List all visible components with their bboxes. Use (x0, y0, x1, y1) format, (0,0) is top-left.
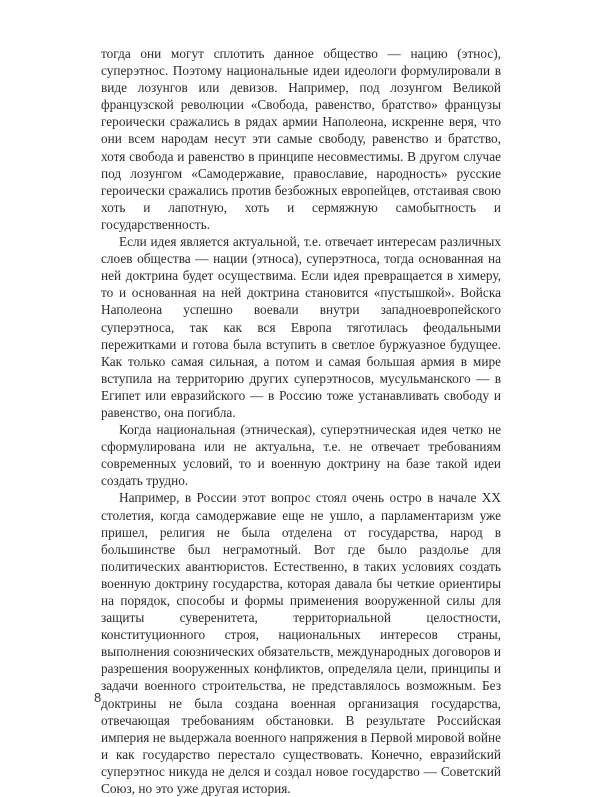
body-text (101, 45, 501, 797)
paragraph-national-idea: Когда национальная (этническая), суперэтническая идея четко не сформулирована или не актуальна, т.е. не отвечает требованиям современных условий, то и военную доктрину на базе такой идеи создать трудно. (101, 422, 501, 489)
page-number: 8 (94, 690, 102, 705)
paragraph-continuation: тогда они могут сплотить данное общество — нацию (этнос), суперэтнос. Поэтому национальные идеи идеологи формулировали в виде лозунгов или девизов. Например, под лозунгом Великой французской революции «Свобода, равенство, братство» французы героически сражались в рядах армии Наполеона, искренне веря, что они всем народам несут эти самые свободу, равенство и братство, хотя свобода и равенство в принципе несовместимы. В другом случае под лозунгом «Самодержавие, православие, народность» русские героически сражались против безбожных европейцев, отстаивая свою хоть и лапотную, хоть и сермяжную самобытность и государственность. (101, 46, 501, 232)
paragraph-idea-actuality: Если идея является актуальной, т.е. отвечает интересам различных слоев общества — нации (этноса), суперэтноса, тогда основанная на ней доктрина будет осуществима. Если идея превращается в химеру, то и основанная на ней доктрина становится «пустышкой». Войска Наполеона успешно воевали внутри западноевропейского суперэтноса, так как вся Европа тяготилась феодальными пережитками и готова была вступить в светлое буржуазное будущее. Как только самая сильная, а потом и самая большая армия в мире вступила на территорию других суперэтносов, мусульманского — в Египет или евразийского — в Россию тоже устанавливать свободу и равенство, она погибла. (101, 234, 501, 420)
paragraph-russia-example: Например, в России этот вопрос стоял очень остро в начале XX столетия, когда самодержавие еще не ушло, а парламентаризм уже пришел, религия не была отделена от государства, народ в большинстве был неграмотный. Вот где было раздолье для политических авантюристов. Естественно, в таких условиях создать военную доктрину государства, которая давала бы четкие ориентиры на порядок, способы и формы применения вооруженной силы для защиты суверенитета, территориальной целостности, конституционного строя, национальных интересов страны, выполнения союзнических обязательств, международных договоров и разрешения вооруженных конфликтов, определяла цели, принципы и задачи военного строительства, не представлялось возможным. Без доктрины не была создана военная организация государства, отвечающая требованиям обстановки. В результате Российская империя не выдержала военного напряжения в Первой мировой войне и как государство перестало существовать. Конечно, евразийский суперэтнос никуда не делся и создал новое государство — Советский Союз, но это уже другая история. (101, 490, 501, 797)
